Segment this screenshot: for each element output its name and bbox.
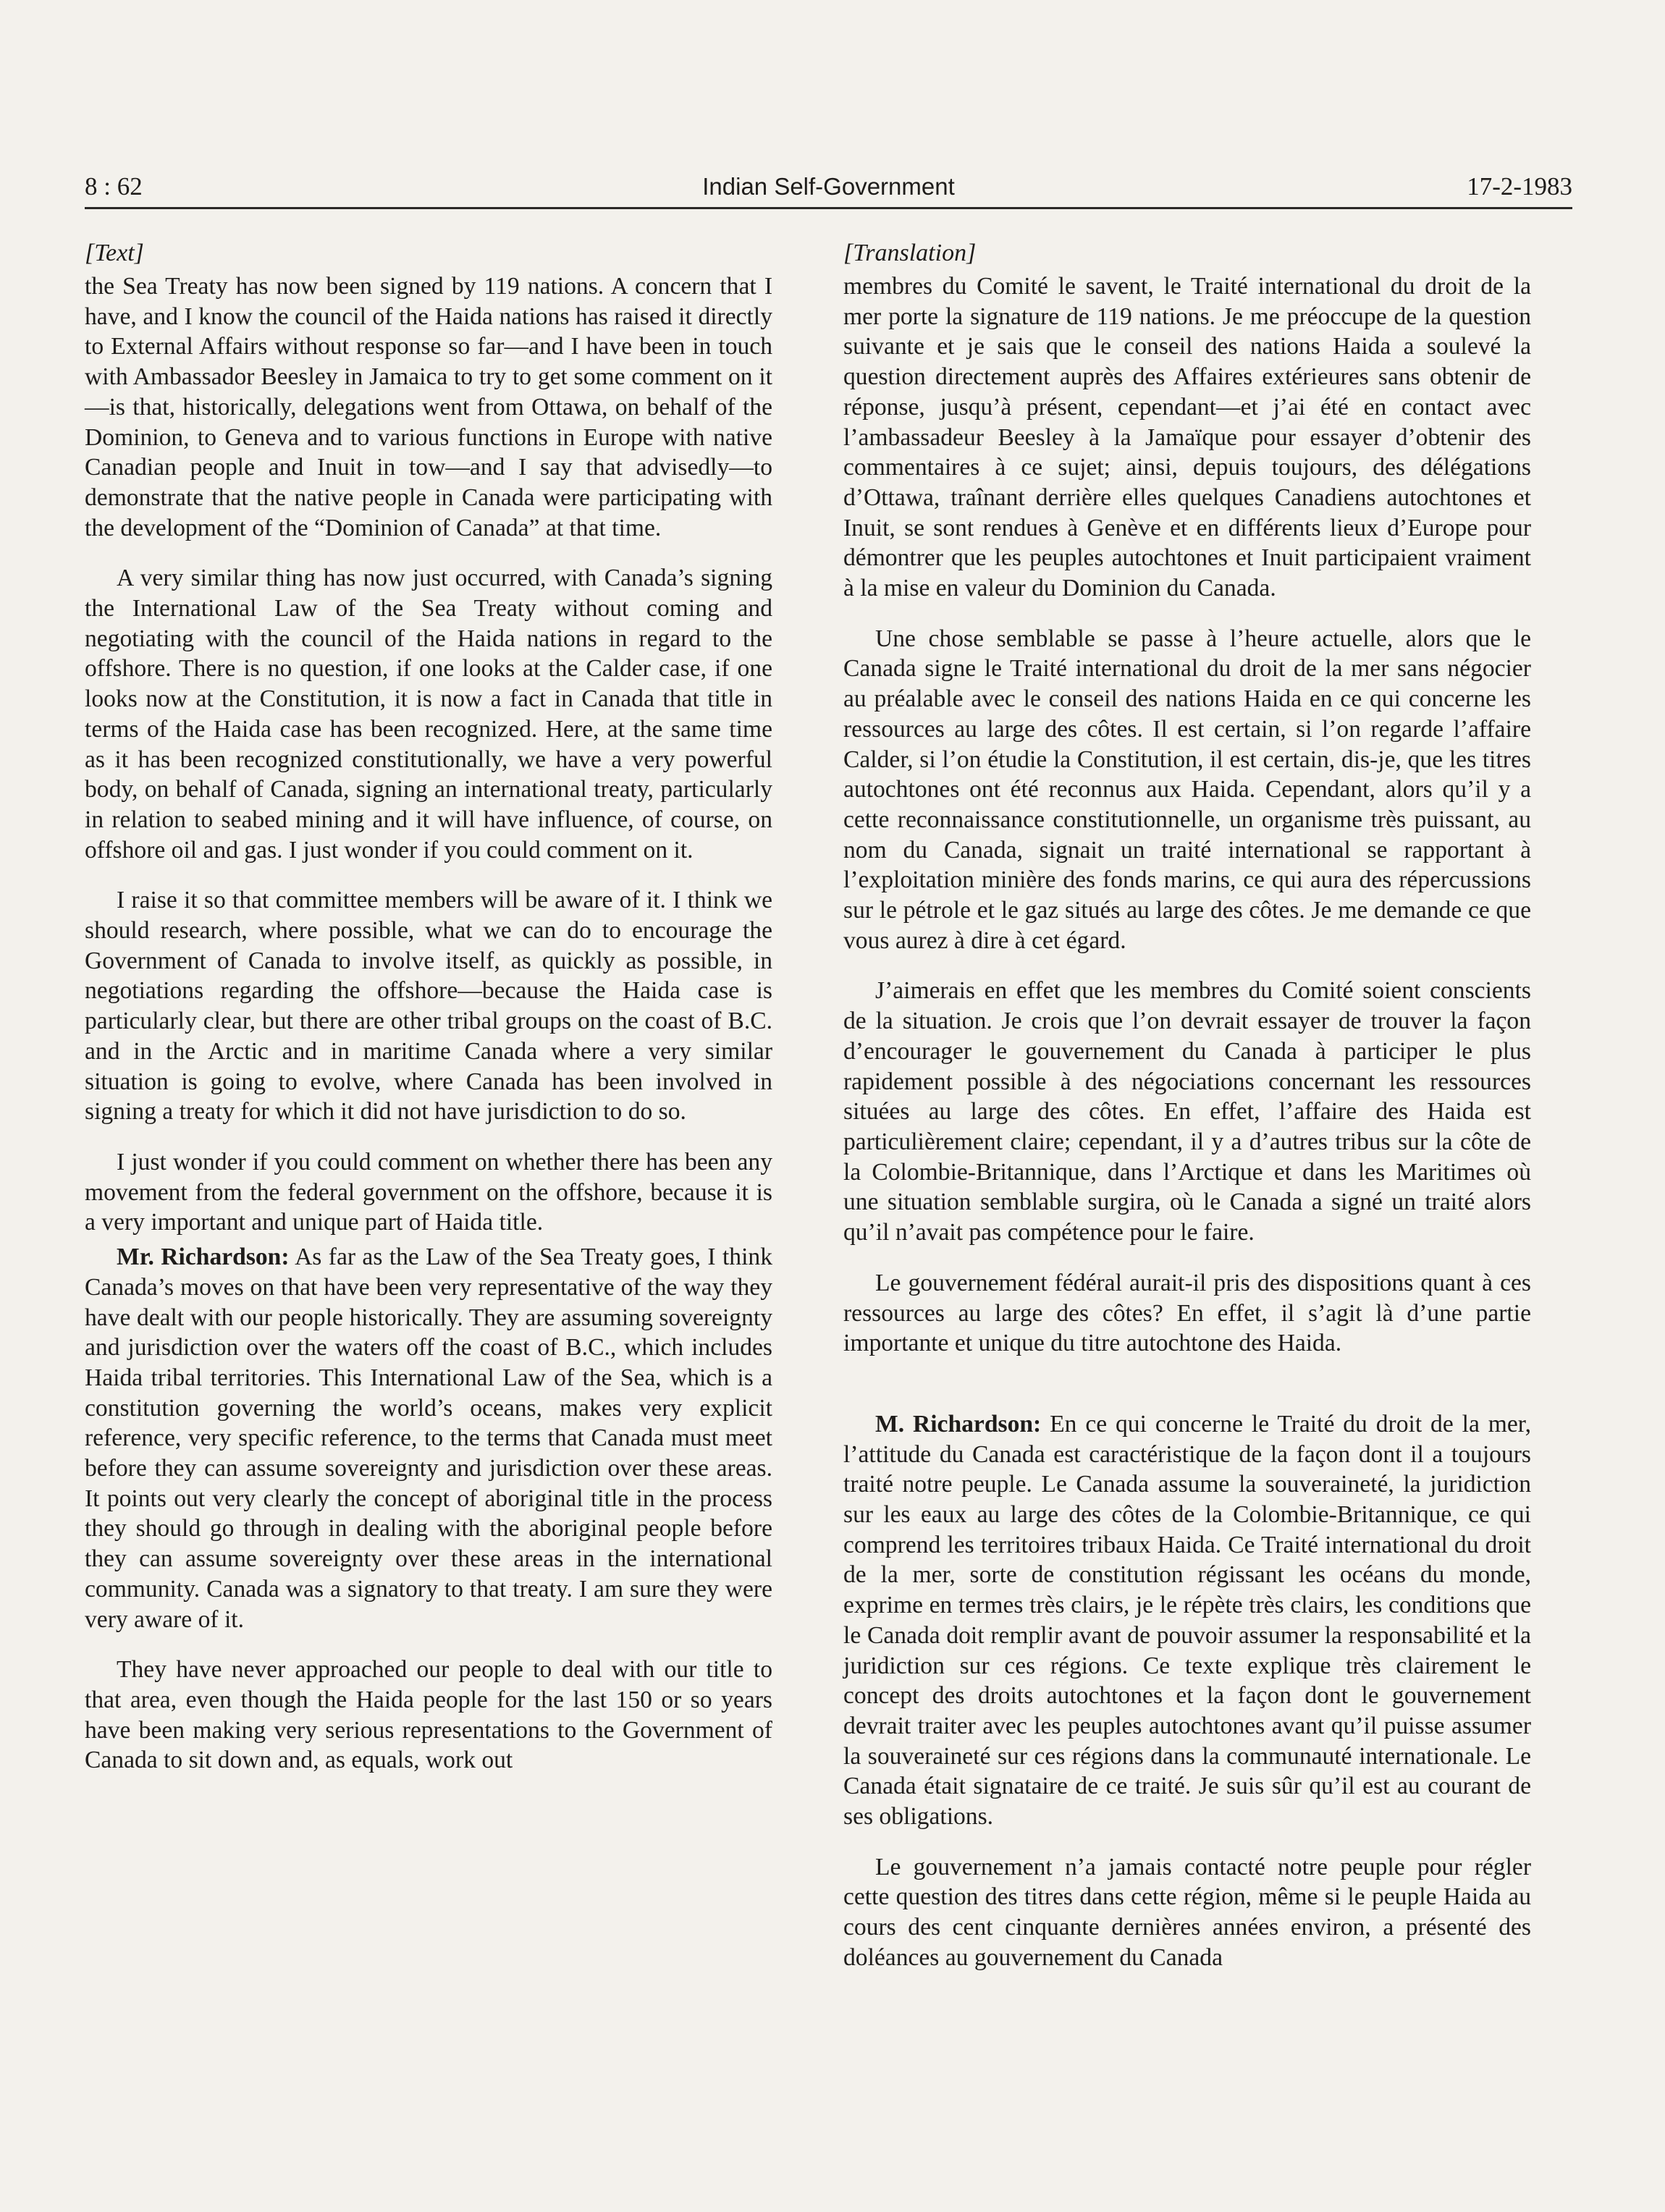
page-date: 17-2-1983: [1467, 172, 1572, 200]
speaker-text: As far as the Law of the Sea Treaty goes, I think Canada’s moves on that have been very representative of the way they have dealt with our people historically. They are assuming sovereignty and jurisdiction over the waters off the coast of B.C., which includes Haida tribal territories. This International Law of the Sea, which is a constitution governing the world’s oceans, makes very explicit reference, very specific reference, to the terms that Canada must meet before they can assume sovereignty and jurisdiction over these areas. It points out very clearly the concept of aboriginal title in the process they should go through in dealing with the aboriginal people before they can assume sovereignty over these areas in the international community. Canada was a signatory to that treaty. I am sure they were very aware of it.: [85, 1244, 772, 1633]
running-title: Indian Self-Government: [702, 173, 955, 200]
paragraph: Le gouvernement n’a jamais contacté notre peuple pour régler cette question des titres dans cette région, même si le peuple Haida au cours des cent cinquante dernières années environ, a présenté des doléances au gouvernement du Canada: [843, 1853, 1531, 1971]
paragraph: They have never approached our people to deal with our title to that area, even though the Haida people for the last 150 or so years have been making very serious representations to the Government of Canada to sit down and, as equals, work out: [85, 1656, 772, 1774]
page-number: 8 : 62: [85, 172, 143, 200]
text-label: [Text]: [85, 240, 144, 266]
paragraph: Une chose semblable se passe à l’heure actuelle, alors que le Canada signe le Traité international du droit de la mer sans négocier au préalable avec le conseil des nations Haida en ce qui concerne les ressources au large des côtes. Il est certain, si l’on regarde l’affaire Calder, si l’on étudie la Constitution, il est certain, dis-je, que les titres autochtones ont été reconnus aux Haida. Cependant, alors qu’il y a cette reconnaissance constitutionnelle, un organisme très puissant, au nom du Canada, signait un traité international se rapportant à l’exploitation minière des fonds marins, ce qui aura des répercussions sur le pétrole et le gaz situés au large des côtes. Je me demande ce que vous aurez à dire à cet égard.: [843, 625, 1531, 954]
paragraph: J’aimerais en effet que les membres du Comité soient conscients de la situation. Je crois que l’on devrait essayer de trouver la façon d’encourager le gouvernement du Canada à participer le plus rapidement possible à des négociations concernant les ressources situées au large des côtes. En effet, l’affaire des Haida est particulièrement claire; cependant, il y a d’autres tribus sur la côte de la Colombie-Britannique, dans l’Arctique et dans les Maritimes où une situation semblable surgira, où le Canada a signé un traité alors qu’il n’avait pas compétence pour le faire.: [843, 977, 1531, 1246]
paragraph: Le gouvernement fédéral aurait-il pris des dispositions quant à ces ressources au large des côtes? En effet, il s’agit là d’une partie importante et unique du titre autochtone des Haida.: [843, 1269, 1531, 1357]
speaker-name: M. Richardson:: [875, 1410, 1042, 1438]
page-header: [85, 166, 1572, 209]
french-column: [843, 239, 1531, 1993]
paragraph: membres du Comité le savent, le Traité international du droit de la mer porte la signature de 119 nations. Je me préoccupe de la question suivante et je sais que le conseil des nations Haida a soulevé la question directement auprès des Affaires extérieures sans obtenir de réponse, jusqu’à présent, cependant—et j’ai été en contact avec l’ambassadeur Beesley à la Jamaïque pour essayer d’obtenir des commentaires à ce sujet; ainsi, depuis toujours, des délégations d’Ottawa, traînant derrière elles quelques Canadiens autochtones et Inuit, se sont rendues à Genève et en différents lieux d’Europe pour démontrer que les peuples autochtones et Inuit participaient vraiment à la mise en valeur du Dominion du Canada.: [843, 273, 1531, 602]
speaker-paragraph: [843, 1409, 1531, 1832]
paragraph: A very similar thing has now just occurred, with Canada’s signing the International Law of the Sea Treaty without coming and negotiating with the council of the Haida nations in regard to the offshore. There is no question, if one looks at the Calder case, if one looks now at the Constitution, it is now a fact in Canada that title in terms of the Haida case has been recognized. Here, at the same time as it has been recognized constitutionally, we have a very powerful body, on behalf of Canada, signing an international treaty, particularly in relation to seabed mining and it will have influence, of course, on offshore oil and gas. I just wonder if you could comment on it.: [85, 565, 772, 864]
speaker-paragraph: [85, 1242, 772, 1634]
speaker-name: Mr. Richardson:: [117, 1244, 290, 1271]
english-column: [85, 239, 772, 1796]
paragraph: I raise it so that committee members will be aware of it. I think we should research, where possible, what we can do to encourage the Government of Canada to involve itself, as quickly as possible, in negotiations regarding the offshore—because the Haida case is particularly clear, but there are other tribal groups on the coast of B.C. and in the Arctic and in maritime Canada where a very similar situation is going to evolve, where Canada has been involved in signing a treaty for which it did not have jurisdiction to do so.: [85, 887, 772, 1126]
translation-label: [Translation]: [843, 240, 977, 266]
paragraph: I just wonder if you could comment on whether there has been any movement from the federal government on the offshore, because it is a very important and unique part of Haida title.: [85, 1148, 772, 1236]
speaker-text: En ce qui concerne le Traité du droit de la mer, l’attitude du Canada est caractéristique de la façon dont il a toujours traité notre peuple. Le Canada assume la souveraineté, la juridiction sur les eaux au large des côtes de la Colombie-Britannique, ce qui comprend les territoires tribaux Haida. Ce Traité international du droit de la mer, sorte de constitution régissant les océans du monde, exprime en termes très clairs, je le répète très clairs, les conditions que le Canada doit remplir avant de pouvoir assumer la responsabilité et la juridiction sur ces régions. Ce texte explique très clairement le concept des droits autochtones et la façon dont le gouvernement devrait traiter avec les peuples autochtones avant qu’il puisse assumer la souveraineté sur ces régions dans la communauté internationale. Le Canada était signataire de ce traité. Je suis sûr qu’il est au courant de ses obligations.: [843, 1410, 1531, 1831]
paragraph: the Sea Treaty has now been signed by 119 nations. A concern that I have, and I know the council of the Haida nations has raised it directly to External Affairs without response so far—and I have been in touch with Ambassador Beesley in Jamaica to try to get some comment on it—is that, historically, delegations went from Ottawa, on behalf of the Dominion, to Geneva and to various functions in Europe with native Canadian people and Inuit in tow—and I say that advisedly—to demonstrate that the native people in Canada were participating with the development of the “Dominion of Canada” at that time.: [85, 273, 772, 541]
